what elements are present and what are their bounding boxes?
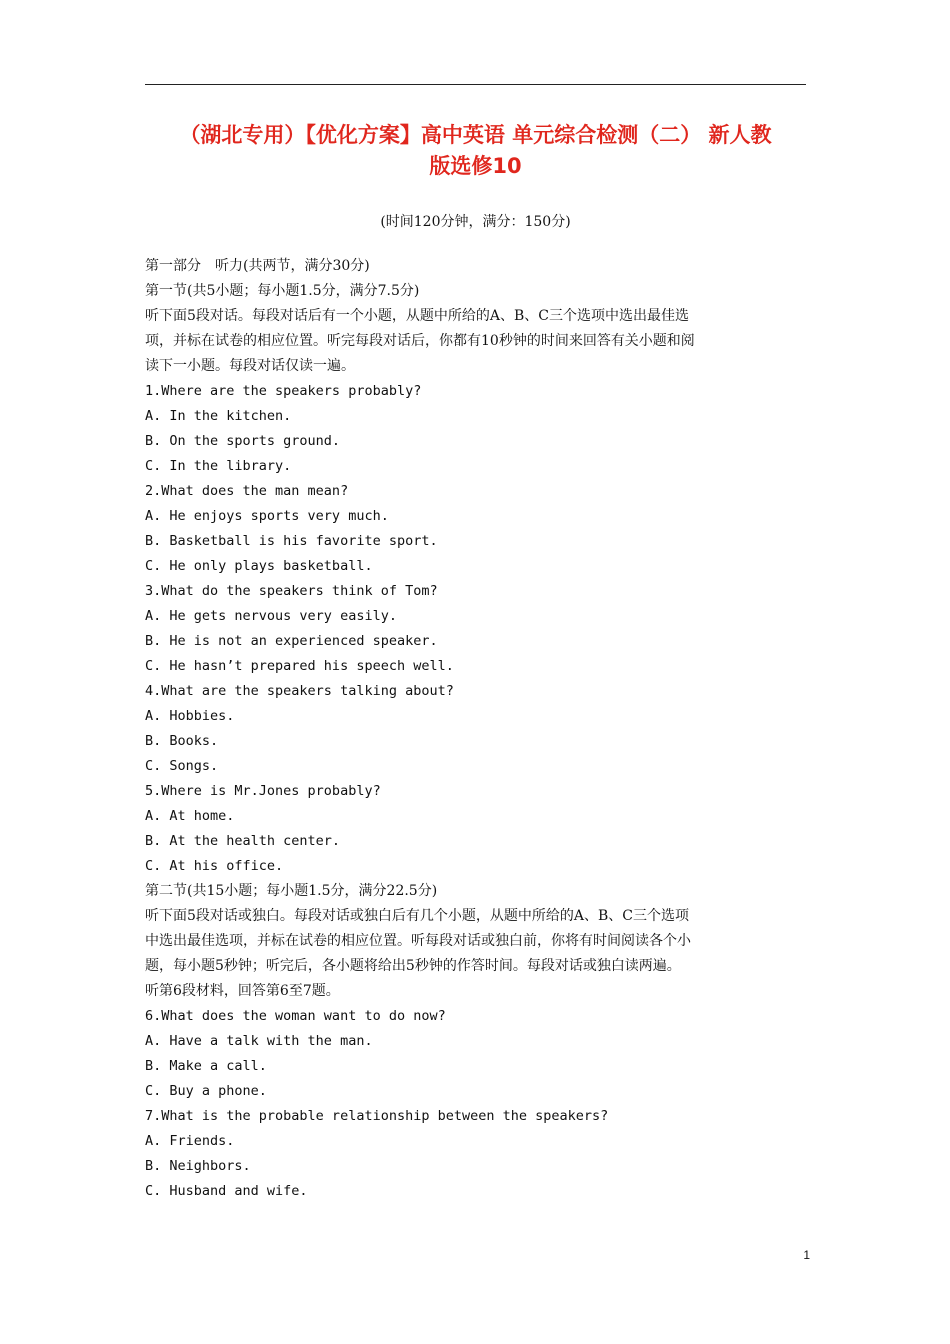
question-line: A. Have a talk with the man. bbox=[145, 1033, 373, 1049]
document-body bbox=[145, 254, 806, 1204]
exam-time-info: (时间120分钟，满分：150分) bbox=[380, 214, 571, 230]
question-line: A. In the kitchen. bbox=[145, 408, 292, 424]
title-line-1: （湖北专用）【优化方案】高中英语 单元综合检测（二） 新人教 bbox=[179, 123, 772, 147]
question-line: C. Husband and wife. bbox=[145, 1183, 308, 1199]
instruction-line: 读下一小题。每段对话仅读一遍。 bbox=[145, 358, 355, 374]
question-line: 1.Where are the speakers probably? bbox=[145, 383, 422, 399]
instruction-line: 中选出最佳选项，并标在试卷的相应位置。听每段对话或独白前，你将有时间阅读各个小 bbox=[145, 933, 691, 949]
instruction-line: 第二节(共15小题；每小题1.5分，满分22.5分) bbox=[145, 883, 438, 899]
question-line: 7.What is the probable relationship between the speakers? bbox=[145, 1108, 609, 1124]
question-line: C. At his office. bbox=[145, 858, 284, 874]
question-line: A. He gets nervous very easily. bbox=[145, 608, 397, 624]
question-line: B. At the health center. bbox=[145, 833, 341, 849]
question-line: B. Basketball is his favorite sport. bbox=[145, 533, 438, 549]
instruction-line: 第一节(共5小题；每小题1.5分，满分7.5分) bbox=[145, 283, 420, 299]
question-line: C. In the library. bbox=[145, 458, 292, 474]
question-line: B. Books. bbox=[145, 733, 219, 749]
question-line: A. At home. bbox=[145, 808, 235, 824]
instruction-line: 项，并标在试卷的相应位置。听完每段对话后，你都有10秒钟的时间来回答有关小题和阅 bbox=[145, 333, 695, 349]
title-line-2: 版选修10 bbox=[429, 154, 522, 178]
document-title bbox=[145, 120, 806, 182]
question-line: B. Neighbors. bbox=[145, 1158, 251, 1174]
question-line: 4.What are the speakers talking about? bbox=[145, 683, 454, 699]
header-rule bbox=[145, 84, 806, 85]
question-line: C. Songs. bbox=[145, 758, 219, 774]
question-line: C. He only plays basketball. bbox=[145, 558, 373, 574]
instruction-line: 题，每小题5秒钟；听完后，各小题将给出5秒钟的作答时间。每段对话或独白读两遍。 bbox=[145, 958, 681, 974]
instruction-line: 听下面5段对话。每段对话后有一个小题，从题中所给的A、B、C三个选项中选出最佳选 bbox=[145, 308, 690, 324]
question-line: C. He hasn’t prepared his speech well. bbox=[145, 658, 454, 674]
question-line: A. Friends. bbox=[145, 1133, 235, 1149]
question-line: 3.What do the speakers think of Tom? bbox=[145, 583, 438, 599]
question-line: B. On the sports ground. bbox=[145, 433, 341, 449]
page-number: 1 bbox=[803, 1248, 810, 1262]
question-line: C. Buy a phone. bbox=[145, 1083, 267, 1099]
question-line: 6.What does the woman want to do now? bbox=[145, 1008, 446, 1024]
question-line: 2.What does the man mean? bbox=[145, 483, 349, 499]
instruction-line: 听下面5段对话或独白。每段对话或独白后有几个小题，从题中所给的A、B、C三个选项 bbox=[145, 908, 690, 924]
question-line: A. Hobbies. bbox=[145, 708, 235, 724]
instruction-line: 第一部分 听力(共两节，满分30分) bbox=[145, 258, 370, 274]
question-line: A. He enjoys sports very much. bbox=[145, 508, 389, 524]
question-line: B. Make a call. bbox=[145, 1058, 267, 1074]
instruction-line: 听第6段材料，回答第6至7题。 bbox=[145, 983, 340, 999]
question-line: 5.Where is Mr.Jones probably? bbox=[145, 783, 381, 799]
question-line: B. He is not an experienced speaker. bbox=[145, 633, 438, 649]
